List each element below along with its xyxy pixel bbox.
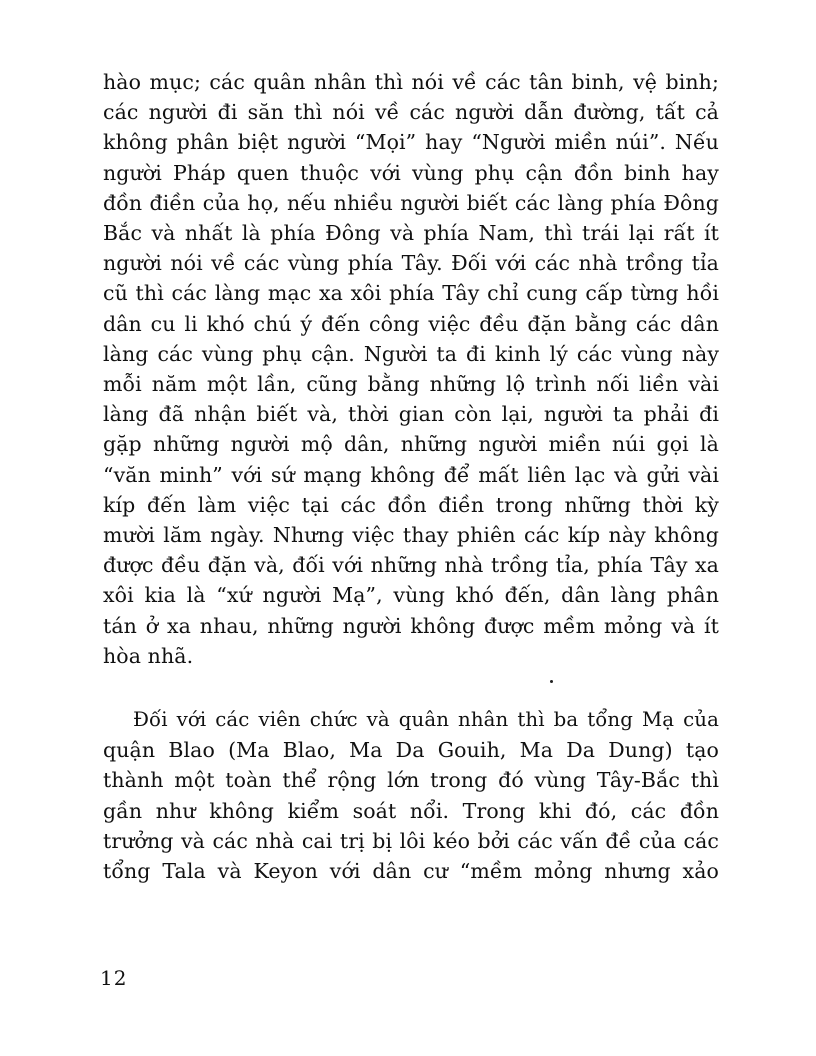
text-line: hòa nhã. bbox=[103, 643, 194, 668]
ink-speck bbox=[550, 680, 553, 683]
text-line: đồn điền của họ, nếu nhiều người biết các làng phía Đông bbox=[103, 190, 719, 215]
paragraph-1 bbox=[103, 67, 719, 671]
text-line: được đều đặn và, đối với những nhà trồng tỉa, phía Tây xa bbox=[103, 553, 719, 578]
text-line: mười lăm ngày. Nhưng việc thay phiên các kíp này không bbox=[103, 523, 719, 548]
text-line: trưởng và các nhà cai trị bị lôi kéo bởi các vấn đề của các bbox=[103, 828, 719, 853]
text-line: kíp đến làm việc tại các đồn điền trong những thời kỳ bbox=[103, 492, 719, 517]
text-line: người Pháp quen thuộc với vùng phụ cận đồn binh hay bbox=[103, 160, 719, 185]
text-line: không phân biệt người “Mọi” hay “Người miền núi”. Nếu bbox=[103, 130, 719, 155]
text-line: Bắc và nhất là phía Đông và phía Nam, thì trái lại rất ít bbox=[103, 221, 719, 246]
text-line: làng đã nhận biết và, thời gian còn lại, người ta phải đi bbox=[103, 402, 719, 427]
text-line: dân cu li khó chú ý đến công việc đều đặn bằng các dân bbox=[103, 311, 719, 336]
text-line: các người đi săn thì nói về các người dẫn đường, tất cả bbox=[103, 100, 719, 125]
text-line: người nói về các vùng phía Tây. Đối với các nhà trồng tỉa bbox=[103, 251, 719, 276]
text-line: quận Blao (Ma Blao, Ma Da Gouih, Ma Da Dung) tạo bbox=[103, 738, 719, 763]
text-line: gặp những người mộ dân, những người miền núi gọi là bbox=[103, 432, 719, 457]
text-line: tổng Tala và Keyon với dân cư “mềm mỏng nhưng xảo bbox=[103, 859, 719, 884]
text-line: “văn minh” với sứ mạng không để mất liên lạc và gửi vài bbox=[103, 462, 719, 487]
text-line: Đối với các viên chức và quân nhân thì ba tổng Mạ của bbox=[133, 708, 719, 731]
text-line: hào mục; các quân nhân thì nói về các tân binh, vệ binh; bbox=[103, 70, 719, 94]
text-line: mỗi năm một lần, cũng bằng những lộ trình nối liền vài bbox=[103, 372, 719, 397]
text-line: tán ở xa nhau, những người không được mềm mỏng và ít bbox=[103, 613, 719, 638]
text-line: gần như không kiểm soát nổi. Trong khi đó, các đồn bbox=[103, 798, 719, 823]
page-number: 12 bbox=[100, 966, 128, 990]
text-line: xôi kia là “xứ người Mạ”, vùng khó đến, dân làng phân bbox=[103, 583, 719, 608]
text-line: làng các vùng phụ cận. Người ta đi kinh lý các vùng này bbox=[103, 341, 719, 366]
paragraph-2 bbox=[103, 705, 719, 886]
text-line: cũ thì các làng mạc xa xôi phía Tây chỉ cung cấp từng hồi bbox=[103, 281, 719, 306]
text-line: thành một toàn thể rộng lớn trong đó vùng Tây-Bắc thì bbox=[103, 768, 719, 793]
